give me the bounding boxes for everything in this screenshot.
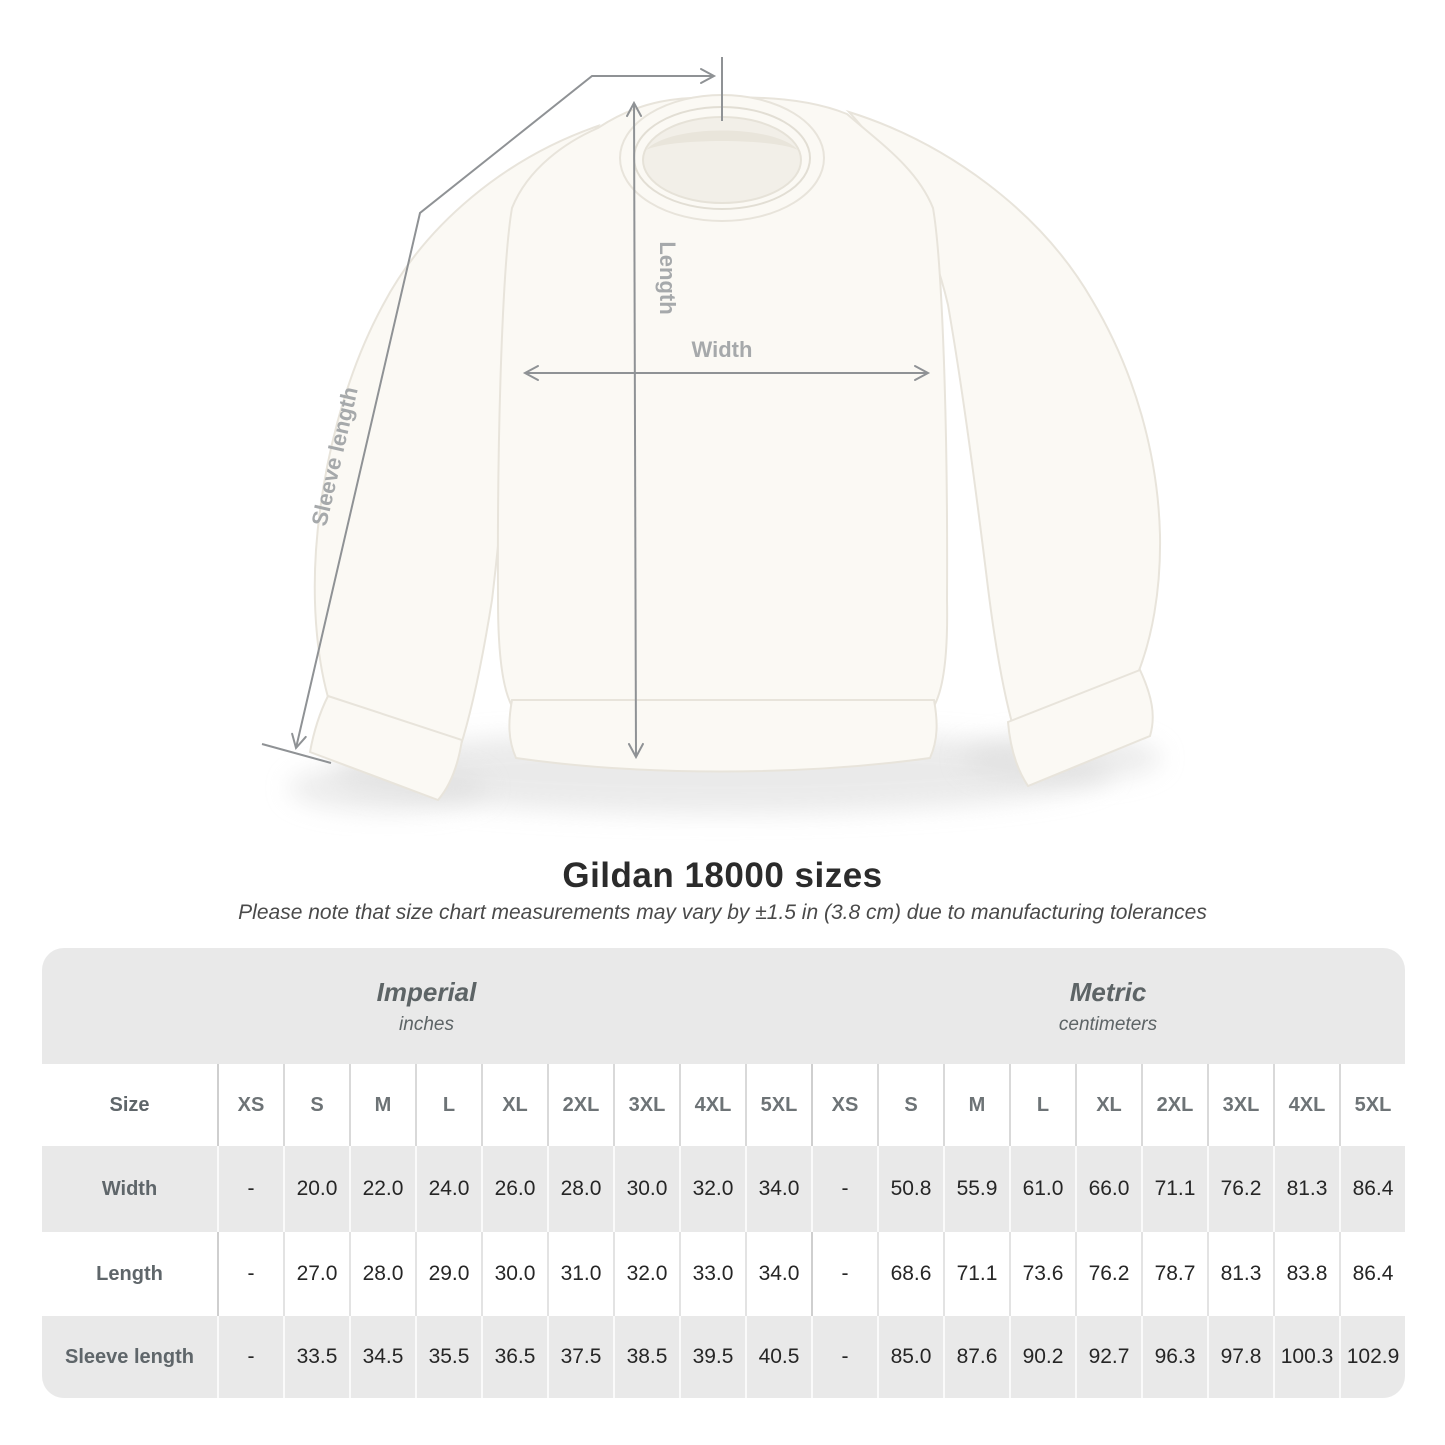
size-col-header: M <box>943 1064 1009 1146</box>
measurement-cell: 34.5 <box>349 1316 415 1398</box>
unit-header-band <box>42 948 1405 1064</box>
measurement-cell: 71.1 <box>1141 1146 1207 1232</box>
measurement-cell: 26.0 <box>481 1146 547 1232</box>
size-corner-header: Size <box>42 1064 217 1146</box>
size-col-header: L <box>1009 1064 1075 1146</box>
measurement-cell: 102.9 <box>1339 1316 1405 1398</box>
metric-label: Metric <box>1069 976 1147 1007</box>
sleeve-length-label: Sleeve length <box>306 384 363 529</box>
measurement-cell: 34.0 <box>745 1232 811 1316</box>
row-label: Sleeve length <box>42 1316 217 1398</box>
page-title: Gildan 18000 sizes <box>562 856 883 895</box>
measurement-cell: 96.3 <box>1141 1316 1207 1398</box>
measurement-cell: - <box>217 1316 283 1398</box>
size-col-header: XL <box>481 1064 547 1146</box>
measurement-cell: 55.9 <box>943 1146 1009 1232</box>
measurement-cell: 38.5 <box>613 1316 679 1398</box>
measurement-cell: 31.0 <box>547 1232 613 1316</box>
size-col-header: S <box>283 1064 349 1146</box>
measurement-cell: 29.0 <box>415 1232 481 1316</box>
measurement-cell: 81.3 <box>1273 1146 1339 1232</box>
measurement-cell: 81.3 <box>1207 1232 1273 1316</box>
measurement-cell: - <box>811 1316 877 1398</box>
measurement-cell: 39.5 <box>679 1316 745 1398</box>
size-col-header: 4XL <box>679 1064 745 1146</box>
row-label: Length <box>42 1232 217 1316</box>
measurement-cell: 40.5 <box>745 1316 811 1398</box>
measurement-cell: 78.7 <box>1141 1232 1207 1316</box>
metric-unit-label: centimeters <box>1058 1013 1158 1035</box>
size-grid <box>42 1064 1405 1398</box>
measurement-cell: 68.6 <box>877 1232 943 1316</box>
tolerance-note: Please note that size chart measurements may vary by ±1.5 in (3.8 cm) due to manufacturing tolerances <box>238 901 1207 924</box>
measurement-cell: 20.0 <box>283 1146 349 1232</box>
size-col-header: 3XL <box>1207 1064 1273 1146</box>
size-col-header: XS <box>811 1064 877 1146</box>
measurement-cell: 28.0 <box>547 1146 613 1232</box>
measurement-cell: 33.0 <box>679 1232 745 1316</box>
size-col-header: XS <box>217 1064 283 1146</box>
measurement-cell: 50.8 <box>877 1146 943 1232</box>
metric-group-header <box>811 948 1405 1064</box>
imperial-group-header <box>42 948 811 1064</box>
size-col-header: 3XL <box>613 1064 679 1146</box>
measurement-cell: 22.0 <box>349 1146 415 1232</box>
measurement-cell: 86.4 <box>1339 1146 1405 1232</box>
size-col-header: 2XL <box>547 1064 613 1146</box>
waistband <box>509 700 936 772</box>
size-col-header: L <box>415 1064 481 1146</box>
measurement-cell: - <box>217 1232 283 1316</box>
measurement-cell: - <box>217 1146 283 1232</box>
size-col-header: M <box>349 1064 415 1146</box>
measurement-cell: 66.0 <box>1075 1146 1141 1232</box>
width-label: Width <box>691 337 753 362</box>
measurement-cell: 33.5 <box>283 1316 349 1398</box>
size-col-header: 5XL <box>1339 1064 1405 1146</box>
measurement-cell: 87.6 <box>943 1316 1009 1398</box>
size-table <box>42 948 1405 1398</box>
measurement-cell: 30.0 <box>481 1232 547 1316</box>
measurement-cell: 85.0 <box>877 1316 943 1398</box>
measurement-cell: 36.5 <box>481 1316 547 1398</box>
measurement-cell: 35.5 <box>415 1316 481 1398</box>
measurement-cell: 97.8 <box>1207 1316 1273 1398</box>
measurement-cell: 92.7 <box>1075 1316 1141 1398</box>
row-label: Width <box>42 1146 217 1232</box>
measurement-cell: 90.2 <box>1009 1316 1075 1398</box>
measurement-cell: 32.0 <box>679 1146 745 1232</box>
size-col-header: 5XL <box>745 1064 811 1146</box>
measurement-cell: 83.8 <box>1273 1232 1339 1316</box>
measurement-cell: - <box>811 1146 877 1232</box>
measurement-cell: 76.2 <box>1207 1146 1273 1232</box>
measurement-cell: 86.4 <box>1339 1232 1405 1316</box>
measurement-cell: 61.0 <box>1009 1146 1075 1232</box>
collar-opening <box>643 117 801 203</box>
measurement-cell: 34.0 <box>745 1146 811 1232</box>
measurement-cell: 32.0 <box>613 1232 679 1316</box>
measurement-cell: 24.0 <box>415 1146 481 1232</box>
size-col-header: XL <box>1075 1064 1141 1146</box>
measurement-cell: 37.5 <box>547 1316 613 1398</box>
length-label: Length <box>655 241 680 315</box>
size-col-header: 2XL <box>1141 1064 1207 1146</box>
imperial-label: Imperial <box>376 976 477 1007</box>
measurement-cell: 30.0 <box>613 1146 679 1232</box>
measurement-cell: 27.0 <box>283 1232 349 1316</box>
measurement-cell: 28.0 <box>349 1232 415 1316</box>
measurement-cell: - <box>811 1232 877 1316</box>
size-col-header: 4XL <box>1273 1064 1339 1146</box>
imperial-unit-label: inches <box>399 1013 454 1035</box>
measurement-cell: 100.3 <box>1273 1316 1339 1398</box>
measurement-cell: 71.1 <box>943 1232 1009 1316</box>
sweatshirt-illustration <box>310 95 1160 800</box>
measurement-cell: 73.6 <box>1009 1232 1075 1316</box>
measurement-cell: 76.2 <box>1075 1232 1141 1316</box>
size-col-header: S <box>877 1064 943 1146</box>
